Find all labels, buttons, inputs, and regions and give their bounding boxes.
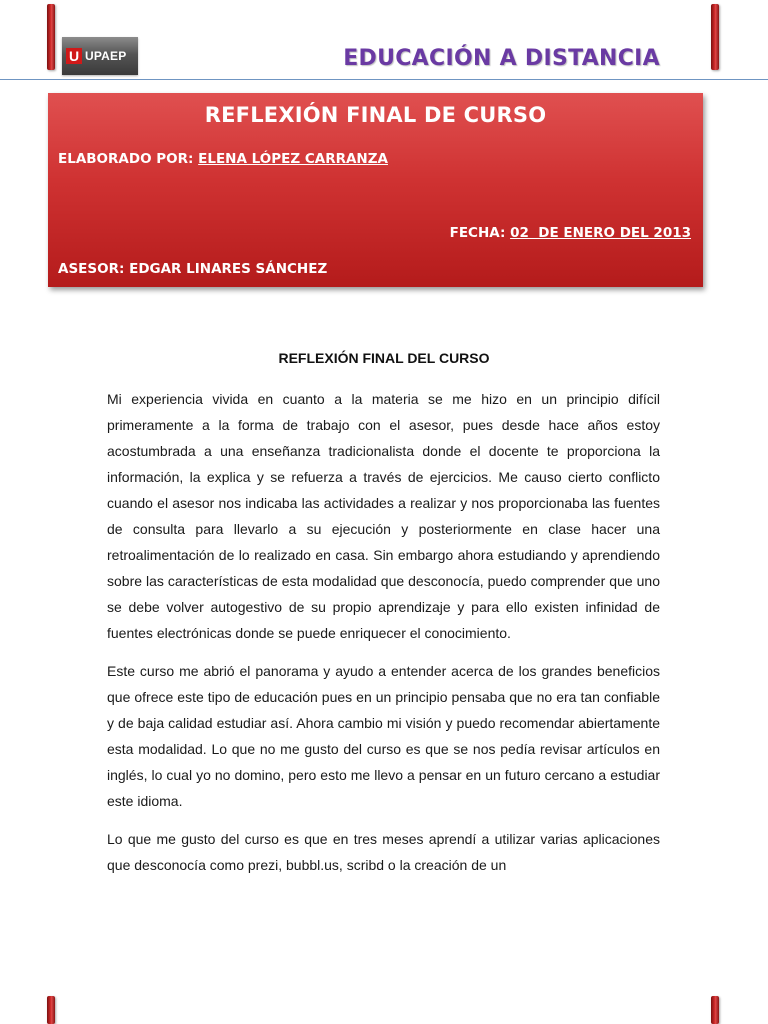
decorative-bar-top-right [711,4,719,70]
header-title: EDUCACIÓN A DISTANCIA [343,46,660,71]
paragraph: Mi experiencia vivida en cuanto a la materia se me hizo en un principio difícil primeramente a la forma de trabajo con el asesor, pues desde hace años estoy acostumbrada a una enseñanza tradicionalista donde el docente te proporciona la información, la explica y se refuerza a través de ejercicios. Me causo cierto conflicto cuando el asesor nos indicaba las actividades a realizar y nos proporcionaba las fuentes de consulta para llevarlo a su ejecución y posteriormente en clase hacer una retroalimentación de lo realizado en casa. Sin embargo ahora estudiando y aprendiendo sobre las características de esta modalidad que desconocía, puedo comprender que uno se debe volver autogestivo de su propio aprendizaje y para ello existen infinidad de fuentes electrónicas donde se puede enriquecer el conocimiento. [107,391,660,641]
upaep-logo [62,37,138,75]
author-line [58,151,388,167]
paragraph: Lo que me gusto del curso es que en tres meses aprendí a utilizar varias aplicaciones que desconocía como prezi, bubbl.us, scribd o la creación de un [107,831,660,873]
date-label: FECHA: [449,225,506,241]
author-label: ELABORADO POR: [58,151,194,167]
advisor-name: EDGAR LINARES SÁNCHEZ [129,261,328,277]
logo-mark: U [66,48,82,64]
author-name: ELENA LÓPEZ CARRANZA [198,151,388,167]
banner-title: REFLEXIÓN FINAL DE CURSO [204,103,547,127]
decorative-bar-bottom-right [711,996,719,1024]
decorative-bar-bottom-left [47,996,55,1024]
title-banner [48,93,703,287]
date-line [450,225,691,241]
document-body [107,386,660,890]
document-heading: REFLEXIÓN FINAL DEL CURSO [278,350,490,366]
logo-text: UPAEP [85,49,127,63]
advisor-line [58,261,327,277]
advisor-label: ASESOR: [58,261,125,277]
paragraph: Este curso me abrió el panorama y ayudo a entender acerca de los grandes beneficios que ofrece este tipo de educación pues en un principio pensaba que no era tan confiable y de baja calidad estudiar así. Ahora cambio mi visión y puedo recomendar abiertamente esta modalidad. Lo que no me gusto del curso es que se nos pedía revisar artículos en inglés, lo cual yo no domino, pero esto me llevo a pensar en un futuro cercano a estudiar este idioma. [107,663,660,809]
header-divider [0,79,768,80]
date-value: 02 DE ENERO DEL 2013 [510,225,691,241]
decorative-bar-top-left [47,4,55,70]
